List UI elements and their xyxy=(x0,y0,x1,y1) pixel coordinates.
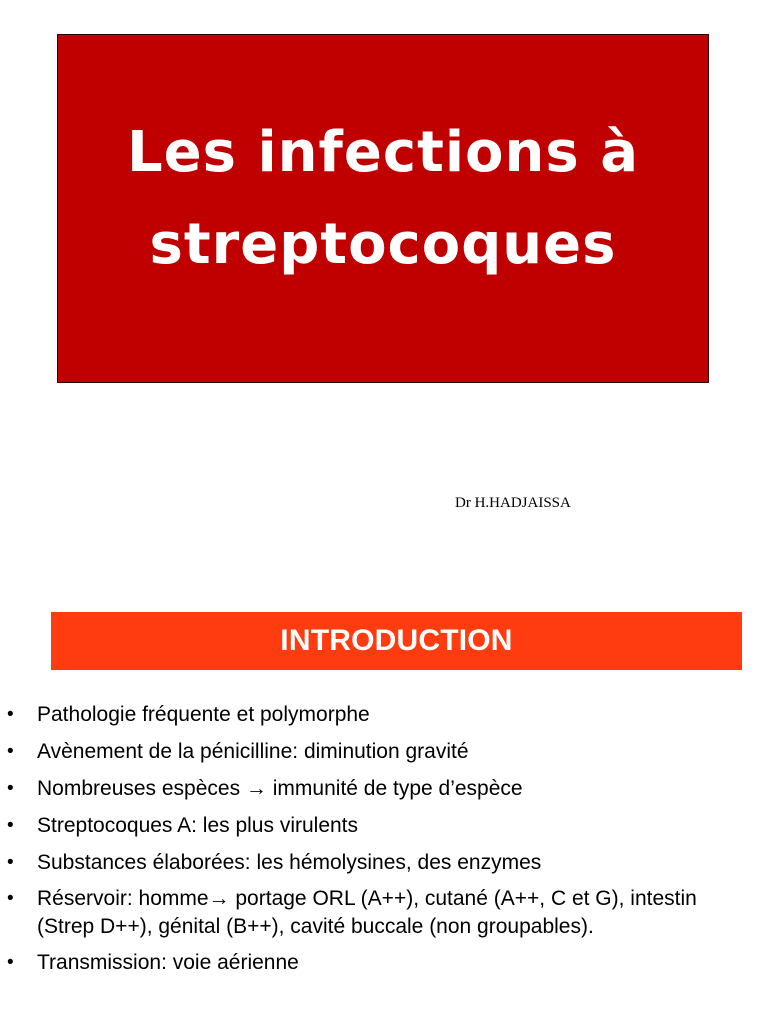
title-box xyxy=(57,34,709,383)
title-line-1: Les infections à xyxy=(126,119,639,185)
list-item xyxy=(0,737,768,767)
bullet-icon: • xyxy=(7,852,14,873)
bullet-icon: • xyxy=(7,888,14,909)
bullet-text: Streptocoques A: les plus virulents xyxy=(37,814,359,837)
bullet-text: Substances élaborées: les hémolysines, des enzymes xyxy=(37,851,542,874)
bullet-icon: • xyxy=(7,778,14,799)
bullet-text: Réservoir: homme→ portage ORL (A++), cutané (A++, C et G), intestin (Strep D++), génital (B++), cavité buccale (non groupables). xyxy=(37,887,697,938)
title-line-2: streptocoques xyxy=(149,211,617,277)
list-item xyxy=(0,774,768,804)
bullet-text: Nombreuses espèces → immunité de type d’espèce xyxy=(37,777,523,800)
bullet-text: Pathologie fréquente et polymorphe xyxy=(37,703,370,726)
list-item xyxy=(0,700,768,730)
bullet-icon: • xyxy=(7,815,14,836)
bullet-text: Avènement de la pénicilline: diminution gravité xyxy=(37,740,469,763)
list-item xyxy=(0,885,768,941)
section-title: INTRODUCTION xyxy=(280,624,513,657)
author-name: Dr H.HADJAISSA xyxy=(455,495,571,511)
list-item xyxy=(0,811,768,841)
list-item xyxy=(0,948,768,978)
list-item xyxy=(0,848,768,878)
bullet-icon: • xyxy=(7,741,14,762)
bullet-icon: • xyxy=(7,704,14,725)
bullet-text: Transmission: voie aérienne xyxy=(37,951,299,974)
section-banner xyxy=(51,612,742,670)
bullet-list xyxy=(0,700,768,985)
bullet-icon: • xyxy=(7,952,14,973)
